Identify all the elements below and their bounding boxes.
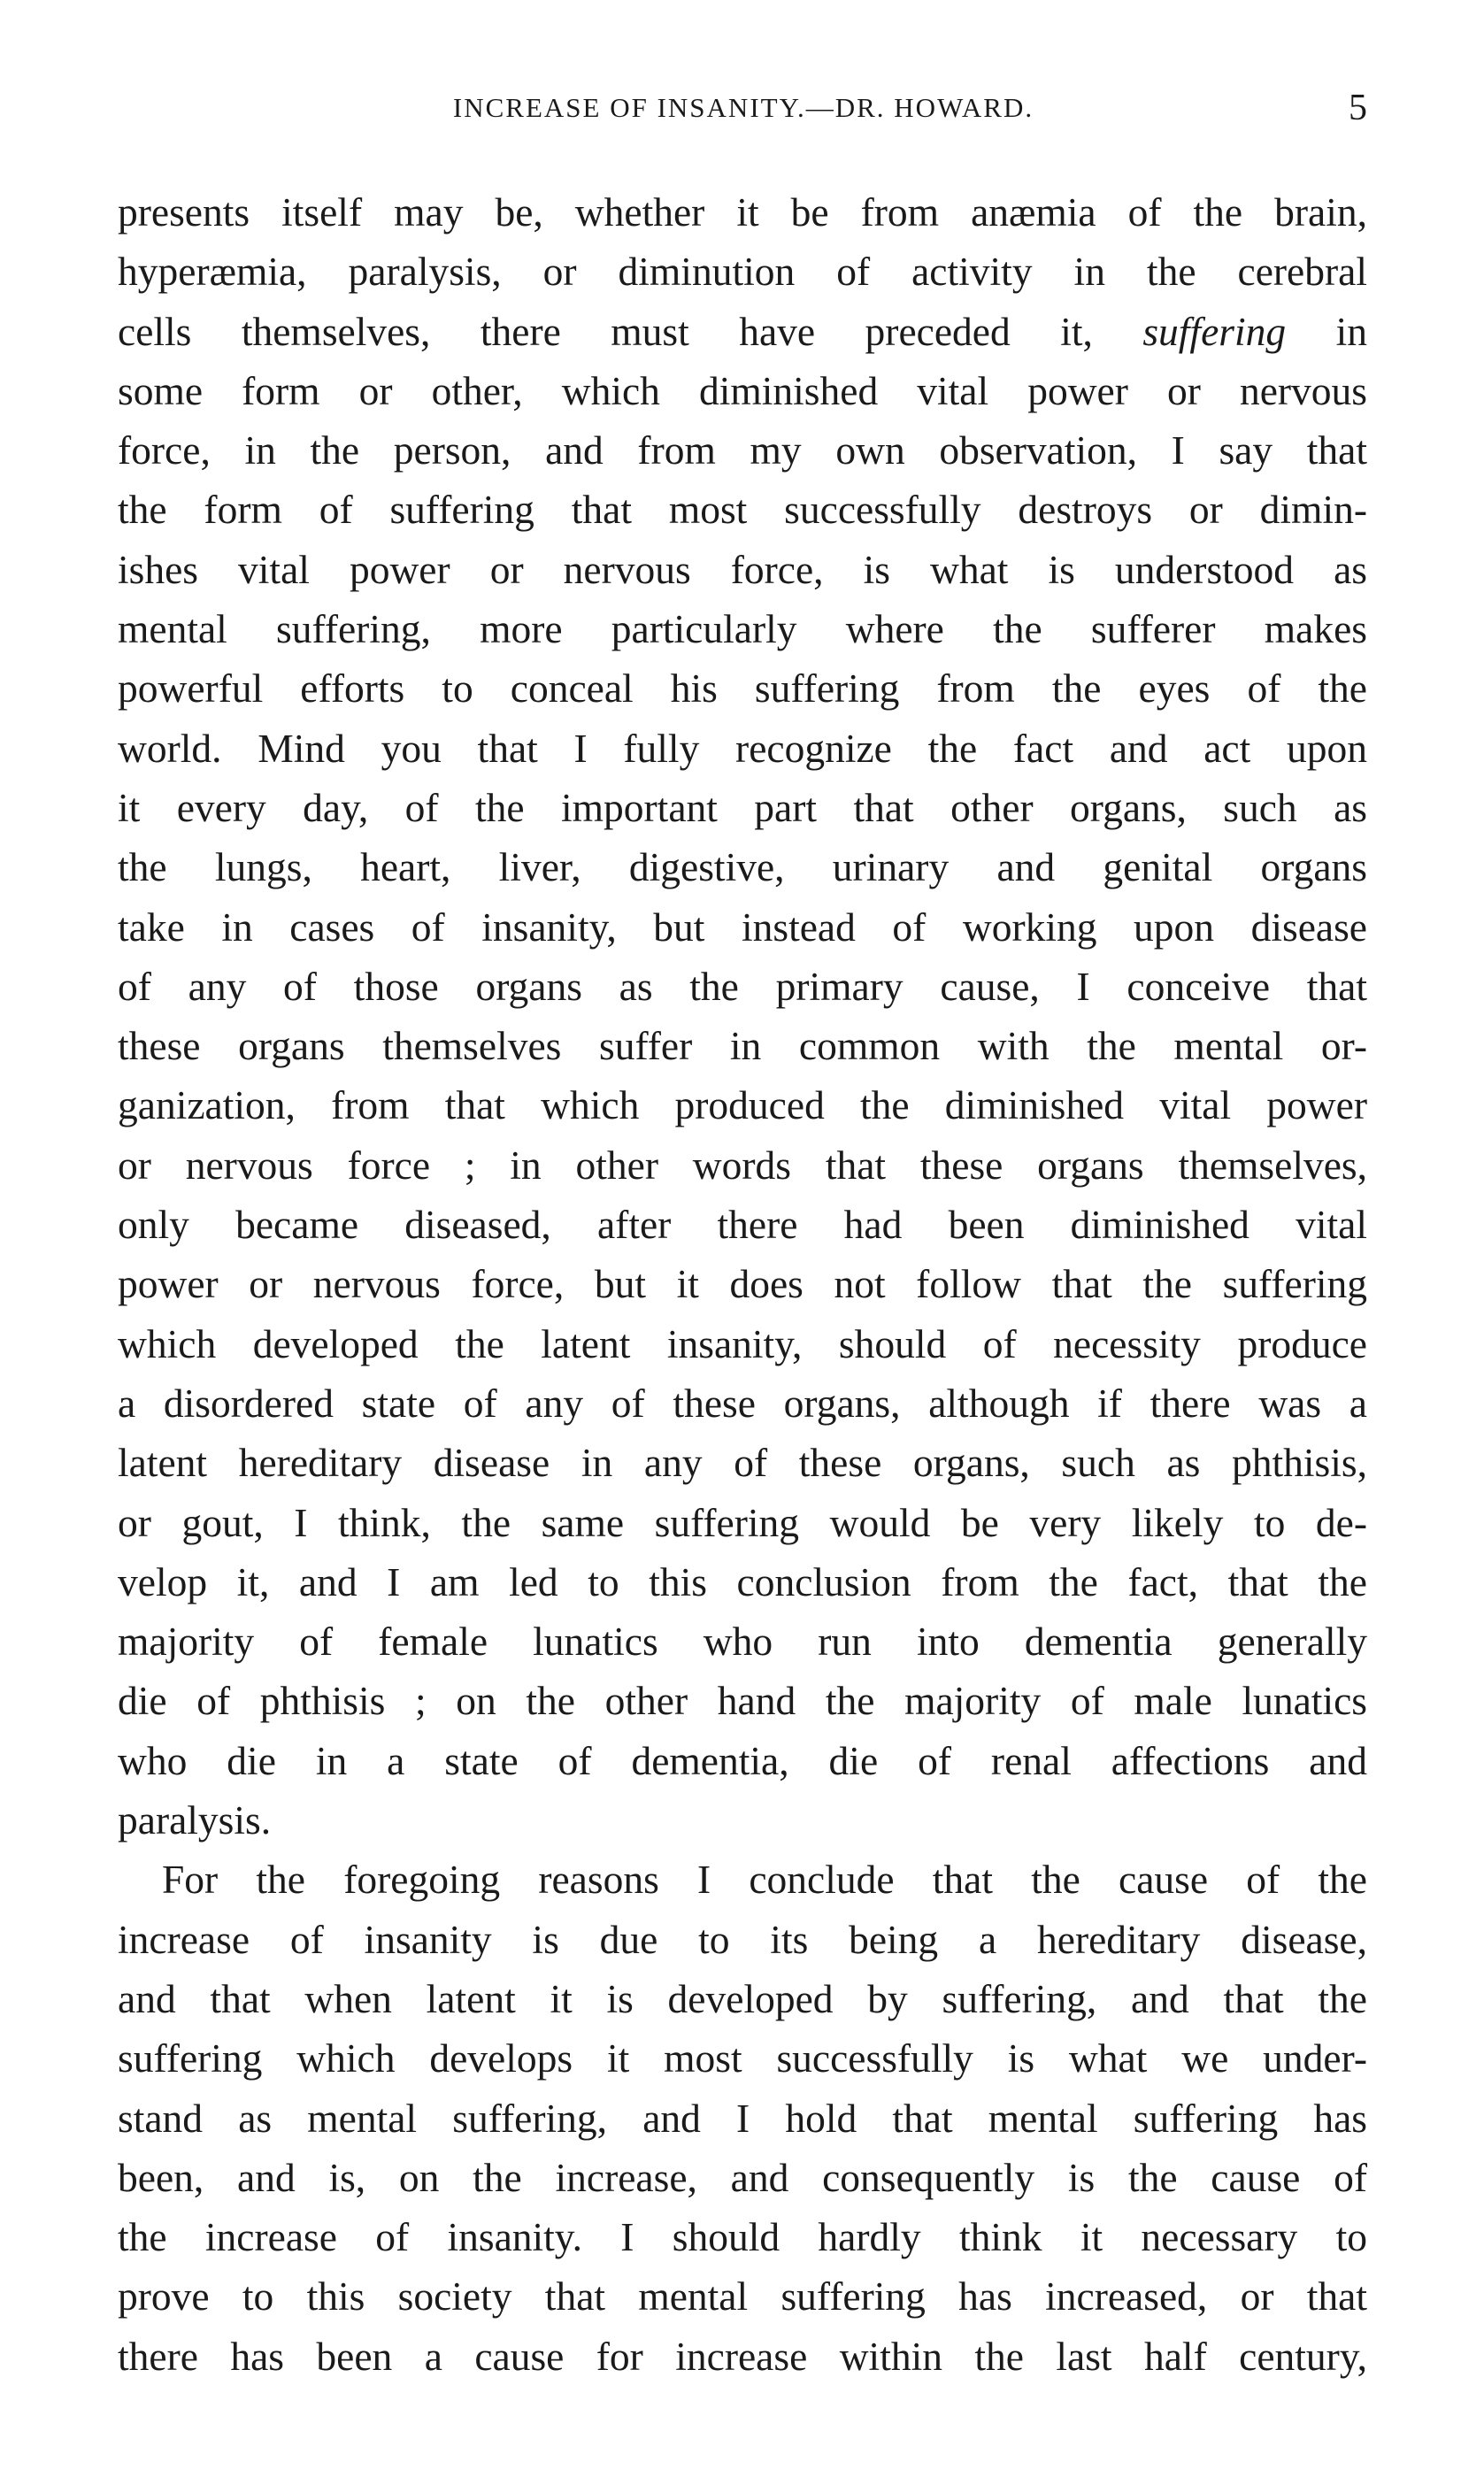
text-line: and that when latent it is developed by suffering, and that the [118, 1975, 1367, 2021]
text-line: been, and is, on the increase, and consequently is the cause of [118, 2154, 1367, 2200]
text-line: hyperæmia, paralysis, or diminution of activity in the cerebral [118, 249, 1367, 295]
text-line: which developed the latent insanity, should of necessity produce [118, 1320, 1367, 1366]
text-line: who die in a state of dementia, die of renal affections and [118, 1737, 1367, 1783]
text-line: ishes vital power or nervous force, is what is understood as [118, 546, 1367, 592]
text-line: only became diseased, after there had been diminished vital [118, 1202, 1367, 1248]
text-line: For the foregoing reasons I conclude that the cause of the [162, 1857, 1367, 1903]
text-line: paralysis. [118, 1797, 272, 1843]
running-head [119, 88, 1367, 145]
text-line: take in cases of insanity, but instead of working upon disease [118, 904, 1367, 950]
text-line: velop it, and I am led to this conclusion from the fact, that the [118, 1558, 1367, 1604]
text-line: cells themselves, there must have preceded it, suffering in [118, 308, 1367, 354]
text-line: world. Mind you that I fully recognize the fact and act upon [118, 725, 1367, 771]
text-line: it every day, of the important part that other organs, such as [118, 784, 1367, 830]
text-line: latent hereditary disease in any of these organs, such as phthisis, [118, 1440, 1367, 1486]
text-line: some form or other, which diminished vital power or nervous [118, 367, 1367, 413]
text-line: suffering which develops it most successfully is what we under- [118, 2035, 1367, 2081]
paragraph-1 [118, 182, 1367, 1850]
text-line: these organs themselves suffer in common with the mental or- [118, 1023, 1367, 1069]
text-line: powerful efforts to conceal his suffering from the eyes of the [118, 665, 1367, 712]
text-line: ganization, from that which produced the diminished vital power [118, 1082, 1367, 1128]
text-line: increase of insanity is due to its being a hereditary disease, [118, 1916, 1367, 1962]
body-text [118, 182, 1367, 2386]
text-line: power or nervous force, but it does not follow that the suffering [118, 1261, 1367, 1307]
text-line: die of phthisis ; on the other hand the majority of male lunatics [118, 1678, 1367, 1724]
text-line: or gout, I think, the same suffering would be very likely to de- [118, 1499, 1367, 1545]
page-number: 5 [1349, 88, 1367, 128]
text-line: of any of those organs as the primary cause, I conceive that [118, 963, 1367, 1009]
paragraph-2 [118, 1850, 1367, 2386]
text-line: prove to this society that mental suffering has increased, or that [118, 2273, 1367, 2320]
emphasis: suffering [1142, 308, 1287, 354]
text-line: the lungs, heart, liver, digestive, urinary and genital organs [118, 844, 1367, 890]
running-title: INCREASE OF INSANITY.—DR. HOWARD. [452, 92, 1034, 123]
text-line: presents itself may be, whether it be from anæmia of the brain, [118, 189, 1367, 235]
text-line: or nervous force ; in other words that these organs themselves, [118, 1142, 1367, 1188]
text-line: mental suffering, more particularly where the sufferer makes [118, 606, 1367, 652]
text-line: force, in the person, and from my own observation, I say that [118, 427, 1367, 473]
text-line: a disordered state of any of these organs, although if there was a [118, 1380, 1367, 1426]
text-line: majority of female lunatics who run into dementia generally [118, 1619, 1367, 1665]
text-line: the increase of insanity. I should hardly think it necessary to [118, 2214, 1367, 2260]
text-line: stand as mental suffering, and I hold that mental suffering has [118, 2095, 1367, 2141]
text-line: there has been a cause for increase within the last half century, [118, 2333, 1367, 2379]
text-line: the form of suffering that most successfully destroys or dimin- [118, 487, 1367, 533]
